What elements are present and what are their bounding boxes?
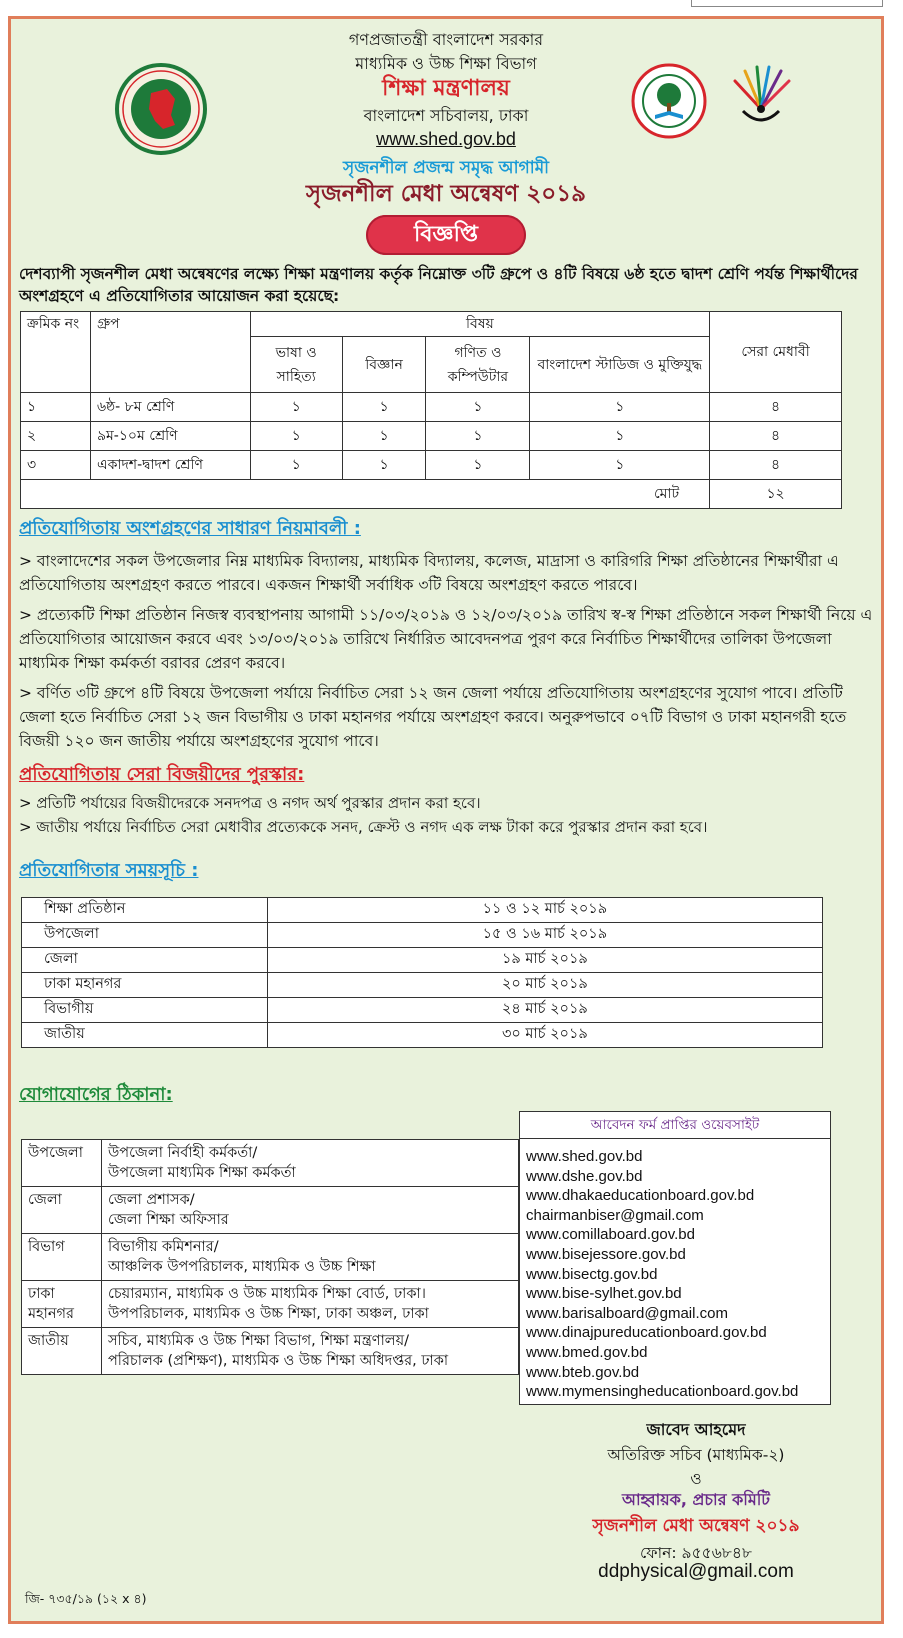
subject-header: গণিত ও কম্পিউটার: [426, 337, 530, 393]
contact-officers: [101, 1140, 518, 1187]
count-cell: ১: [342, 393, 426, 422]
subject-header: বাংলাদেশ স্টাডিজ ও মুক্তিযুদ্ধ: [530, 337, 710, 393]
count-cell: ১: [342, 451, 426, 480]
website-link[interactable]: www.bmed.gov.bd: [526, 1343, 648, 1361]
count-cell: ১: [530, 451, 710, 480]
contact-officers: [101, 1187, 518, 1234]
contact-officers: [101, 1328, 518, 1375]
event-title: সৃজনশীল মেধা অন্বেষণ ২০১৯: [305, 181, 587, 207]
website-link[interactable]: www.dshe.gov.bd: [526, 1167, 643, 1185]
table-row: [21, 451, 842, 480]
contact-line: উপজেলা নির্বাহী কর্মকর্তা/: [107, 1145, 258, 1161]
intro-text: দেশব্যাপী সৃজনশীল মেধা অন্বেষণের লক্ষ্যে শিক্ষা মন্ত্রণালয় কর্তৃক নিম্নোক্ত ৩টি গ্রুপে ও ৪টি বিষয়ে ৬ষ্ঠ হতে দ্বাদশ শ্রেণি পর্যন্ত শিক্ষার্থীদের অংশগ্রহণে এ প্রতিযোগিতার আয়োজন করা হয়েছে:: [19, 265, 858, 305]
signatory-and: ও: [690, 1470, 702, 1488]
contact-row: [22, 1328, 519, 1375]
subject-header: ভাষা ও সাহিত্য: [250, 337, 342, 393]
total-value: ১২: [710, 480, 842, 509]
contact-line: উপজেলা মাধ্যমিক শিক্ষা কর্মকর্তা: [107, 1165, 296, 1181]
subject-header: বিজ্ঞান: [342, 337, 426, 393]
contact-phone: ফোন: ৯৫৫৬৮৪৮: [640, 1544, 752, 1562]
serial-cell: ১: [21, 393, 91, 422]
contacts-table: [21, 1139, 519, 1375]
serial-cell: ৩: [21, 451, 91, 480]
contact-line: জেলা শিক্ষা অফিসার: [107, 1212, 229, 1228]
schedule-date: ১১ ও ১২ মার্চ ২০১৯: [267, 898, 822, 923]
serial-cell: ২: [21, 422, 91, 451]
prize-item: > প্রতিটি পর্যায়ের বিজয়ীদেরকে সনদপত্র ও নগদ অর্থ পুরস্কার প্রদান করা হবে।: [19, 794, 481, 812]
websites-title: আবেদন ফর্ম প্রাপ্তির ওয়েবসাইট: [520, 1112, 830, 1139]
website-link[interactable]: www.dhakaeducationboard.gov.bd: [526, 1187, 755, 1205]
count-cell: ১: [426, 393, 530, 422]
contact-row: [22, 1281, 519, 1328]
col-best-header: সেরা মেধাবী: [710, 312, 842, 393]
contact-officers: [101, 1281, 518, 1328]
schedule-level: উপজেলা: [22, 923, 268, 948]
contact-line: আঞ্চলিক উপপরিচালক, মাধ্যমিক ও উচ্চ শিক্ষা: [107, 1259, 376, 1275]
schedule-row: [22, 1023, 823, 1048]
application-websites-box: [519, 1111, 831, 1405]
website-link[interactable]: www.shed.gov.bd: [526, 1148, 643, 1165]
contact-line: সচিব, মাধ্যমিক ও উচ্চ শিক্ষা বিভাগ, শিক্ষা মন্ত্রণালয়/: [107, 1333, 410, 1349]
col-subject-header: বিষয়: [250, 312, 709, 337]
best-cell: ৪: [710, 451, 842, 480]
table-row: [21, 393, 842, 422]
schedule-row: [22, 998, 823, 1023]
total-label: মোট: [21, 480, 710, 509]
schedule-level: বিভাগীয়: [22, 998, 268, 1023]
count-cell: ১: [250, 451, 342, 480]
contact-line: বিভাগীয় কমিশনার/: [107, 1239, 219, 1255]
contact-level: জাতীয়: [22, 1328, 102, 1375]
contact-officers: [101, 1234, 518, 1281]
schedule-level: শিক্ষা প্রতিষ্ঠান: [22, 898, 268, 923]
count-cell: ১: [250, 393, 342, 422]
group-cell: একাদশ-দ্বাদশ শ্রেণি: [90, 451, 250, 480]
contact-level: জেলা: [22, 1187, 102, 1234]
schedule-row: [22, 923, 823, 948]
best-cell: ৪: [710, 422, 842, 451]
top-strip: [0, 0, 903, 16]
division-name: মাধ্যমিক ও উচ্চ শিক্ষা বিভাগ: [355, 54, 537, 73]
table-row: [21, 422, 842, 451]
contact-line: চেয়ারম্যান, মাধ্যমিক ও উচ্চ মাধ্যমিক শিক্ষা বোর্ড, ঢাকা।: [107, 1286, 426, 1302]
website-link[interactable]: chairmanbiser@gmail.com: [526, 1206, 704, 1224]
signatory-committee: আহ্বায়ক, প্রচার কমিটি: [621, 1490, 771, 1509]
group-cell: ৬ষ্ঠ- ৮ম শ্রেণি: [90, 393, 250, 422]
group-cell: ৯ম-১০ম শ্রেণি: [90, 422, 250, 451]
schedule-row: [22, 948, 823, 973]
count-cell: ১: [530, 393, 710, 422]
contact-line: জেলা প্রশাসক/: [107, 1192, 195, 1208]
schedule-table: [21, 897, 823, 1048]
website-link[interactable]: www.dinajpureducationboard.gov.bd: [526, 1324, 767, 1342]
contact-line: পরিচালক (প্রশিক্ষণ), মাধ্যমিক ও উচ্চ শিক্ষা অধিদপ্তর, ঢাকা: [107, 1353, 449, 1369]
count-cell: ১: [530, 422, 710, 451]
total-row: [21, 480, 842, 509]
contact-level: উপজেলা: [22, 1140, 102, 1187]
website-link[interactable]: www.bise-sylhet.gov.bd: [526, 1285, 682, 1303]
ministry-location: বাংলাদেশ সচিবালয়, ঢাকা: [363, 106, 529, 125]
top-strip-box: [691, 0, 883, 7]
schedule-row: [22, 973, 823, 998]
contact-row: [22, 1140, 519, 1187]
groups-table: [20, 311, 842, 509]
rules-paragraph: > বাংলাদেশের সকল উপজেলার নিম্ন মাধ্যমিক বিদ্যালয়, মাধ্যমিক বিদ্যালয়, কলেজ, মাদ্রাসা ও কারিগরি শিক্ষা প্রতিষ্ঠানের শিক্ষার্থীরা এ প্রতিযোগিতায় অংশগ্রহণ করতে পারবে। একজন শিক্ষার্থী সর্বাধিক ৩টি বিষয়ে অংশগ্রহণ করতে পারবে।: [19, 552, 839, 594]
count-cell: ১: [426, 451, 530, 480]
contacts-title: যোগাযোগের ঠিকানা:: [19, 1084, 173, 1105]
website-link[interactable]: www.bisejessore.gov.bd: [526, 1245, 686, 1263]
count-cell: ১: [426, 422, 530, 451]
website-link[interactable]: www.barisalboard@gmail.com: [526, 1304, 728, 1322]
schedule-date: ১৫ ও ১৬ মার্চ ২০১৯: [267, 923, 822, 948]
ministry-website-link[interactable]: www.shed.gov.bd: [376, 129, 516, 149]
col-serial-header: ক্রমিক নং: [21, 312, 91, 393]
rules-paragraph: > প্রত্যেকটি শিক্ষা প্রতিষ্ঠান নিজস্ব ব্যবস্থাপনায় আগামী ১১/০৩/২০১৯ ও ১২/০৩/২০১৯ তারিখ স্ব-স্ব শিক্ষা প্রতিষ্ঠানে সকল শিক্ষার্থী নিয়ে এ প্রতিযোগিতার আয়োজন করবে এবং ১৩/০৩/২০১৯ তারিখে নির্ধারিত আবেদনপত্র পুরণ করে নির্বাচিত শিক্ষার্থীদের তালিকা উপজেলা মাধ্যমিক শিক্ষা কর্মকর্তা বরাবর প্রেরণ করবে।: [19, 606, 873, 672]
slogan: সৃজনশীল প্রজন্ম সমৃদ্ধ আগামী: [342, 158, 550, 178]
ministry-name: শিক্ষা মন্ত্রণালয়: [382, 76, 510, 101]
website-list: [520, 1139, 830, 1410]
website-link[interactable]: www.comillaboard.gov.bd: [526, 1226, 695, 1244]
signatory-name: জাবেদ আহমেদ: [646, 1420, 746, 1439]
contact-row: [22, 1234, 519, 1281]
prize-item: > জাতীয় পর্যায়ে নির্বাচিত সেরা মেধাবীর প্রত্যেককে সনদ, ক্রেস্ট ও নগদ এক লক্ষ টাকা করে পুরস্কার প্রদান করা হবে।: [19, 818, 708, 836]
schedule-title: প্রতিযোগিতার সময়সূচি :: [19, 860, 199, 881]
contact-line: উপপরিচালক, মাধ্যমিক ও উচ্চ শিক্ষা, ঢাকা অঞ্চল, ঢাকা: [107, 1306, 429, 1322]
prizes-title: প্রতিযোগিতায় সেরা বিজয়ীদের পুরস্কার:: [19, 764, 305, 785]
rules-title: প্রতিযোগিতায় অংশগ্রহণের সাধারণ নিয়মাবলী :: [19, 518, 361, 539]
contact-level: ঢাকা মহানগর: [22, 1281, 102, 1328]
schedule-date: ২০ মার্চ ২০১৯: [267, 973, 822, 998]
notice-frame: [8, 16, 884, 1624]
contact-row: [22, 1187, 519, 1234]
best-cell: ৪: [710, 393, 842, 422]
schedule-level: জাতীয়: [22, 1023, 268, 1048]
schedule-date: ৩০ মার্চ ২০১৯: [267, 1023, 822, 1048]
count-cell: ১: [342, 422, 426, 451]
website-link[interactable]: www.bisectg.gov.bd: [526, 1265, 658, 1283]
schedule-date: ২৪ মার্চ ২০১৯: [267, 998, 822, 1023]
col-group-header: গ্রুপ: [90, 312, 250, 393]
rules-paragraph: > বর্ণিত ৩টি গ্রুপে ৪টি বিষয়ে উপজেলা পর্যায়ে নির্বাচিত সেরা ১২ জন জেলা পর্যায়ে প্রতিযোগিতায় অংশগ্রহণের সুযোগ পাবে। প্রতিটি জেলা হতে নির্বাচিত সেরা ১২ জন বিভাগীয় ও ঢাকা মহানগর পর্যায়ে অংশগ্রহণ করবে। অনুরুপভাবে ০৭টি বিভাগ ও ঢাকা মহানগরী হতে বিজয়ী ১২০ জন জাতীয় পর্যায়ে অংশগ্রহণের সুযোগ পাবে।: [19, 684, 847, 750]
notice-badge: বিজ্ঞপ্তি: [366, 215, 526, 255]
signatory-designation: অতিরিক্ত সচিব (মাধ্যমিক-২): [607, 1446, 785, 1464]
contact-email-link[interactable]: ddphysical@gmail.com: [598, 1561, 794, 1582]
schedule-level: ঢাকা মহানগর: [22, 973, 268, 998]
schedule-row: [22, 898, 823, 923]
signatory-event: সৃজনশীল মেধা অন্বেষণ ২০১৯: [592, 1516, 800, 1536]
government-name: গণপ্রজাতন্ত্রী বাংলাদেশ সরকার: [348, 30, 544, 49]
contact-level: বিভাগ: [22, 1234, 102, 1281]
website-link[interactable]: www.mymensingheducationboard.gov.bd: [526, 1383, 799, 1401]
reference-number: জি- ৭৩৫/১৯ (১২ x ৪): [25, 1591, 147, 1606]
website-link[interactable]: www.bteb.gov.bd: [526, 1363, 640, 1381]
schedule-date: ১৯ মার্চ ২০১৯: [267, 948, 822, 973]
schedule-level: জেলা: [22, 948, 268, 973]
count-cell: ১: [250, 422, 342, 451]
